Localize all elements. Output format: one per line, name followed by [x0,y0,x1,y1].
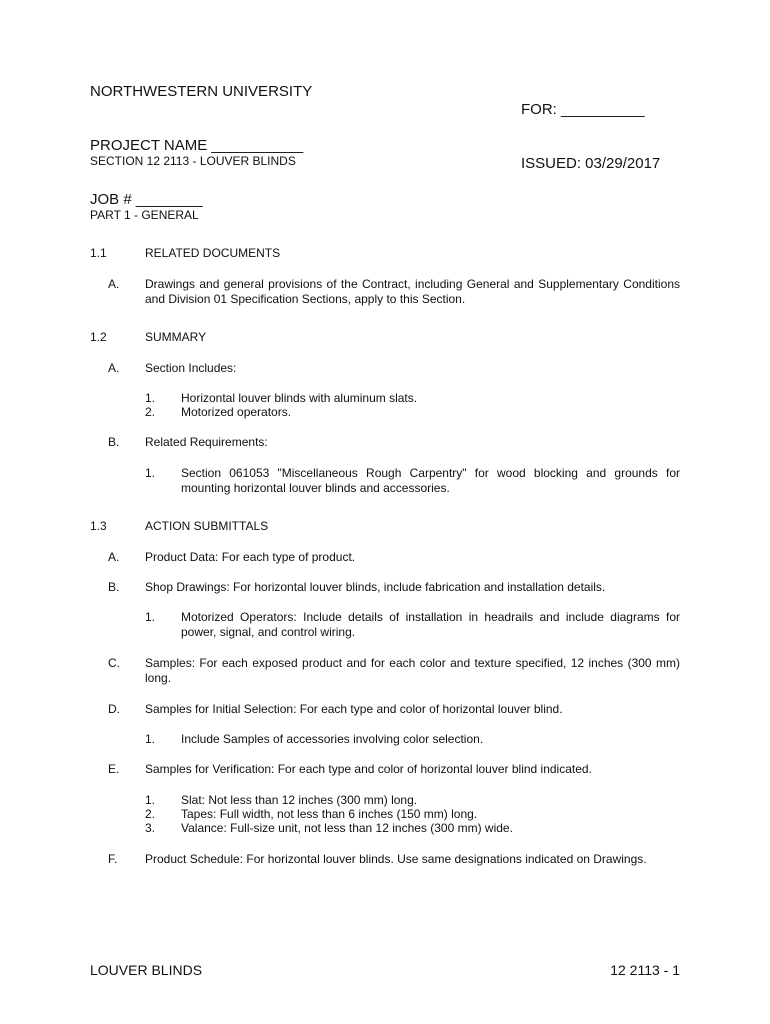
footer-left: LOUVER BLINDS [90,962,203,978]
paragraph-text: Drawings and general provisions of the Contract, including General and Supplementary Conditions and Division 01 Specification Sections, apply to this Section. [145,277,680,306]
paragraph-text: Samples for Initial Selection: For each type and color of horizontal louver blind. [145,702,563,716]
project-name: PROJECT NAME ___________ [90,137,304,154]
list-item-number: 1. [145,466,156,480]
list-item-number: 2. [145,405,156,419]
article-number: 1.3 [90,519,107,533]
list-item-text: Horizontal louver blinds with aluminum slats. [181,391,418,405]
list-item-number: 1. [145,391,156,405]
paragraph-text: Shop Drawings: For horizontal louver blinds, include fabrication and installation details. [145,580,606,594]
paragraph-label: B. [108,435,120,449]
paragraph-text: Product Data: For each type of product. [145,550,356,564]
article-title: RELATED DOCUMENTS [145,246,281,260]
paragraph-label: A. [108,361,120,375]
paragraph-label: E. [108,762,120,776]
list-item-text: Tapes: Full width, not less than 6 inches (150 mm) long. [181,807,478,821]
list-item-text: Motorized Operators: Include details of installation in headrails and include diagrams for power, signal, and control wiring. [181,610,680,639]
paragraph-label: C. [108,656,120,670]
for-field: FOR: __________ [521,101,645,118]
section-title: SECTION 12 2113 - LOUVER BLINDS [90,154,296,168]
paragraph-text: Samples for Verification: For each type and color of horizontal louver blind indicated. [145,762,592,776]
list-item-number: 2. [145,807,156,821]
paragraph-text: Samples: For each exposed product and for each color and texture specified, 12 inches (300 mm) long. [145,656,680,685]
job-number: JOB # ________ [90,191,203,208]
paragraph-label: F. [108,852,118,866]
list-item-number: 1. [145,732,156,746]
list-item-text: Include Samples of accessories involving color selection. [181,732,484,746]
list-item-number: 1. [145,610,156,624]
paragraph-label: A. [108,550,120,564]
list-item-number: 3. [145,821,156,835]
page-header-right [521,65,660,209]
part-title: PART 1 - GENERAL [90,208,199,222]
list-item-text: Slat: Not less than 12 inches (300 mm) long. [181,793,418,807]
article-number: 1.2 [90,330,107,344]
list-item-text: Valance: Full-size unit, not less than 12 inches (300 mm) wide. [181,821,513,835]
article-number: 1.1 [90,246,107,260]
paragraph-label: B. [108,580,120,594]
list-item-text: Section 061053 "Miscellaneous Rough Carpentry" for wood blocking and grounds for mounting horizontal louver blinds and accessories. [181,466,680,495]
paragraph-label: D. [108,702,120,716]
list-item-text: Motorized operators. [181,405,292,419]
issued-date: ISSUED: 03/29/2017 [521,155,661,172]
org-name: NORTHWESTERN UNIVERSITY [90,83,313,100]
paragraph-text: Product Schedule: For horizontal louver blinds. Use same designations indicated on Drawings. [145,852,647,866]
paragraph-label: A. [108,277,120,291]
article-title: SUMMARY [145,330,207,344]
paragraph-text: Related Requirements: [145,435,268,449]
list-item-number: 1. [145,793,156,807]
page-number: 12 2113 - 1 [610,962,680,978]
paragraph-text: Section Includes: [145,361,237,375]
article-title: ACTION SUBMITTALS [145,519,269,533]
